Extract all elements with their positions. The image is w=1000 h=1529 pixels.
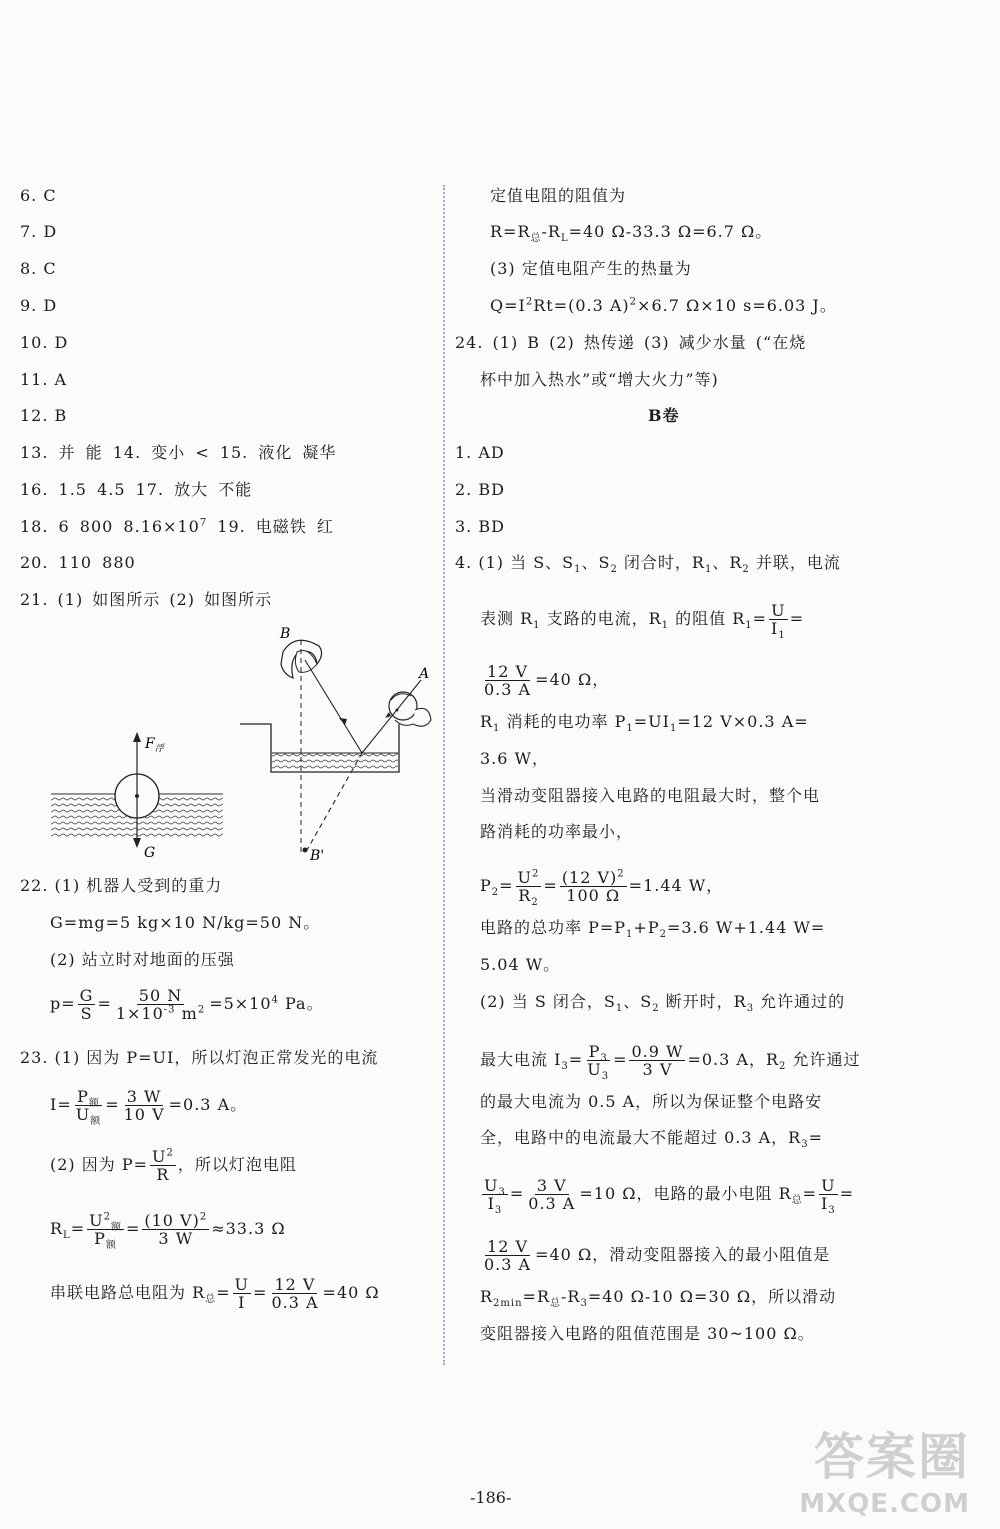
buoyancy-figure [45,730,225,865]
q22-pressure: p= $\frac{G}{S}$ = $\frac{50 N}{1\times 10^{-3} m^2}$ $=5\times 10^4$ Pa。 [50,986,324,1023]
point-a-label: A [419,666,430,682]
b4-line11: (2) 当 S 闭合，$S_1$、$S_2$ 断开时，$R_3$ 允许通过的 [480,992,846,1015]
watermark-url: MXQE.COM [799,1489,970,1519]
q23-total-resistance: 串联电路总电阻为 $R_总=$ $\frac{U}{I}$ = $\frac{12 V}{0.3 A}$ =40 Ω [50,1275,380,1312]
b-answer-1: 1. AD [455,443,505,462]
answer-9: 9. D [20,296,58,315]
answer-21: 21. (1) 如图所示 (2) 如图所示 [20,590,273,609]
point-b-prime-label: B' [310,848,325,864]
b4-line7: 路消耗的功率最小， [480,822,634,841]
answer-20: 20. 110 880 [20,553,136,572]
answer-8: 8. C [20,259,57,278]
answer-24: 24. (1) B (2) 热传递 (3) 减少水量 (“在烧 [455,333,807,352]
section-title: B卷 [648,406,680,425]
b4-line18: 变阻器接入电路的阻值范围是 30~100 Ω。 [480,1324,815,1343]
b4-line3: $\frac{12 V}{0.3 A}$ =40 Ω， [484,662,610,699]
r-line4: $Q=I^2Rt=(0.3$ A)$^2$×6.7 Ω×10 s=6.03 J。 [490,296,837,315]
r-line1: 定值电阻的阻值为 [490,186,627,205]
b4-line17: $R_{2min}=R_总-R_3=40$ Ω-10 Ω=30 Ω，所以滑动 [480,1287,837,1310]
b4-line8: $P_2=$ $\frac{U^2}{R_2}$ = $\frac{(12 V)^2}{100 \Omega}$ =1.44 W， [480,868,724,909]
answer-11: 11. A [20,370,68,389]
b4-line13: 的最大电流为 0.5 A，所以为保证整个电路安 [480,1092,823,1111]
b4-line4: $R_1$ 消耗的电功率 $P_1=UI_1=12$ V×0.3 A= [480,712,809,735]
r-line2: $R=R_总-R_L=40$ Ω-33.3 Ω=6.7 Ω。 [490,222,773,245]
b-answer-3: 3. BD [455,517,505,536]
b4-line1: 4. (1) 当 S、$S_1$、$S_2$ 闭合时，$R_1$、$R_2$ 并联，电流 [455,553,841,576]
answer-6: 6. C [20,186,57,205]
answer-12: 12. B [20,406,68,425]
b4-line5: 3.6 W， [480,749,549,768]
reflection-figure [235,620,440,865]
answer-10: 10. D [20,333,69,352]
b4-line6: 当滑动变阻器接入电路的电阻最大时，整个电 [480,786,821,805]
watermark [799,1417,970,1519]
q22-line3: (2) 站立时对地面的压强 [50,950,235,969]
answer-16-17: 16. 1.5 4.5 17. 放大 不能 [20,480,253,499]
b4-line15: $\frac{U_3}{I_3}$ = $\frac{3 V}{0.3 A}$ =10 Ω，电路的最小电阻 $R_总=$ $\frac{U}{I_3}$ = [484,1176,855,1217]
q23-line1: 23. (1) 因为 P=UI，所以灯泡正常发光的电流 [20,1048,379,1067]
b4-line10: 5.04 W。 [480,955,561,974]
gravity-label: G [144,845,156,861]
buoyancy-force-label: $F_浮$ [145,736,164,754]
answer-24-cont: 杯中加入热水”或“增大火力”等) [480,370,719,389]
b4-line9: 电路的总功率 $P=P_1+P_2=3.6$ W+1.44 W= [480,918,826,941]
b4-line14: 全，电路中的电流最大不能超过 0.3 A，$R_3=$ [480,1128,824,1151]
b4-line16: $\frac{12 V}{0.3 A}$ =40 Ω，滑动变阻器接入的最小阻值是 [484,1237,831,1274]
q23-current: I= $\frac{P_额}{U_额}$ = $\frac{3 W}{10 V}$ =0.3 A。 [50,1087,248,1128]
b-answer-2: 2. BD [455,480,505,499]
point-b-label: B [280,626,291,642]
b4-line2: 表测 $R_1$ 支路的电流，$R_1$ 的阻值 $R_1=$ $\frac{U}{I_1}$ = [480,601,805,642]
answer-18-19: 18. 6 800 $8.16\times 10^7$ 19. 电磁铁 红 [20,517,334,536]
column-divider [443,185,445,1365]
q22-line2: G=mg=5 kg×10 N/kg=50 N。 [50,913,321,932]
q23-line3: (2) 因为 P= $\frac{U^2}{R}$ ，所以灯泡电阻 [50,1147,297,1184]
q22-line1: 22. (1) 机器人受到的重力 [20,876,223,895]
q23-resistance: $R_L=$ $\frac{U^2_额}{P_额}$ = $\frac{(10 V)^2}{3 W}$ ≈33.3 Ω [50,1211,286,1252]
b4-line12: 最大电流 $I_3=$ $\frac{P_3}{U_3}$ = $\frac{0.9 W}{3 V}$ =0.3 A，$R_2$ 允许通过 [480,1042,861,1083]
answer-7: 7. D [20,222,58,241]
watermark-logo: 答案圈 [814,1428,970,1486]
page-number: -186- [470,1488,512,1507]
answer-13-15: 13. 并 能 14. 变小 < 15. 液化 凝华 [20,443,337,462]
r-line3: (3) 定值电阻产生的热量为 [490,259,692,278]
